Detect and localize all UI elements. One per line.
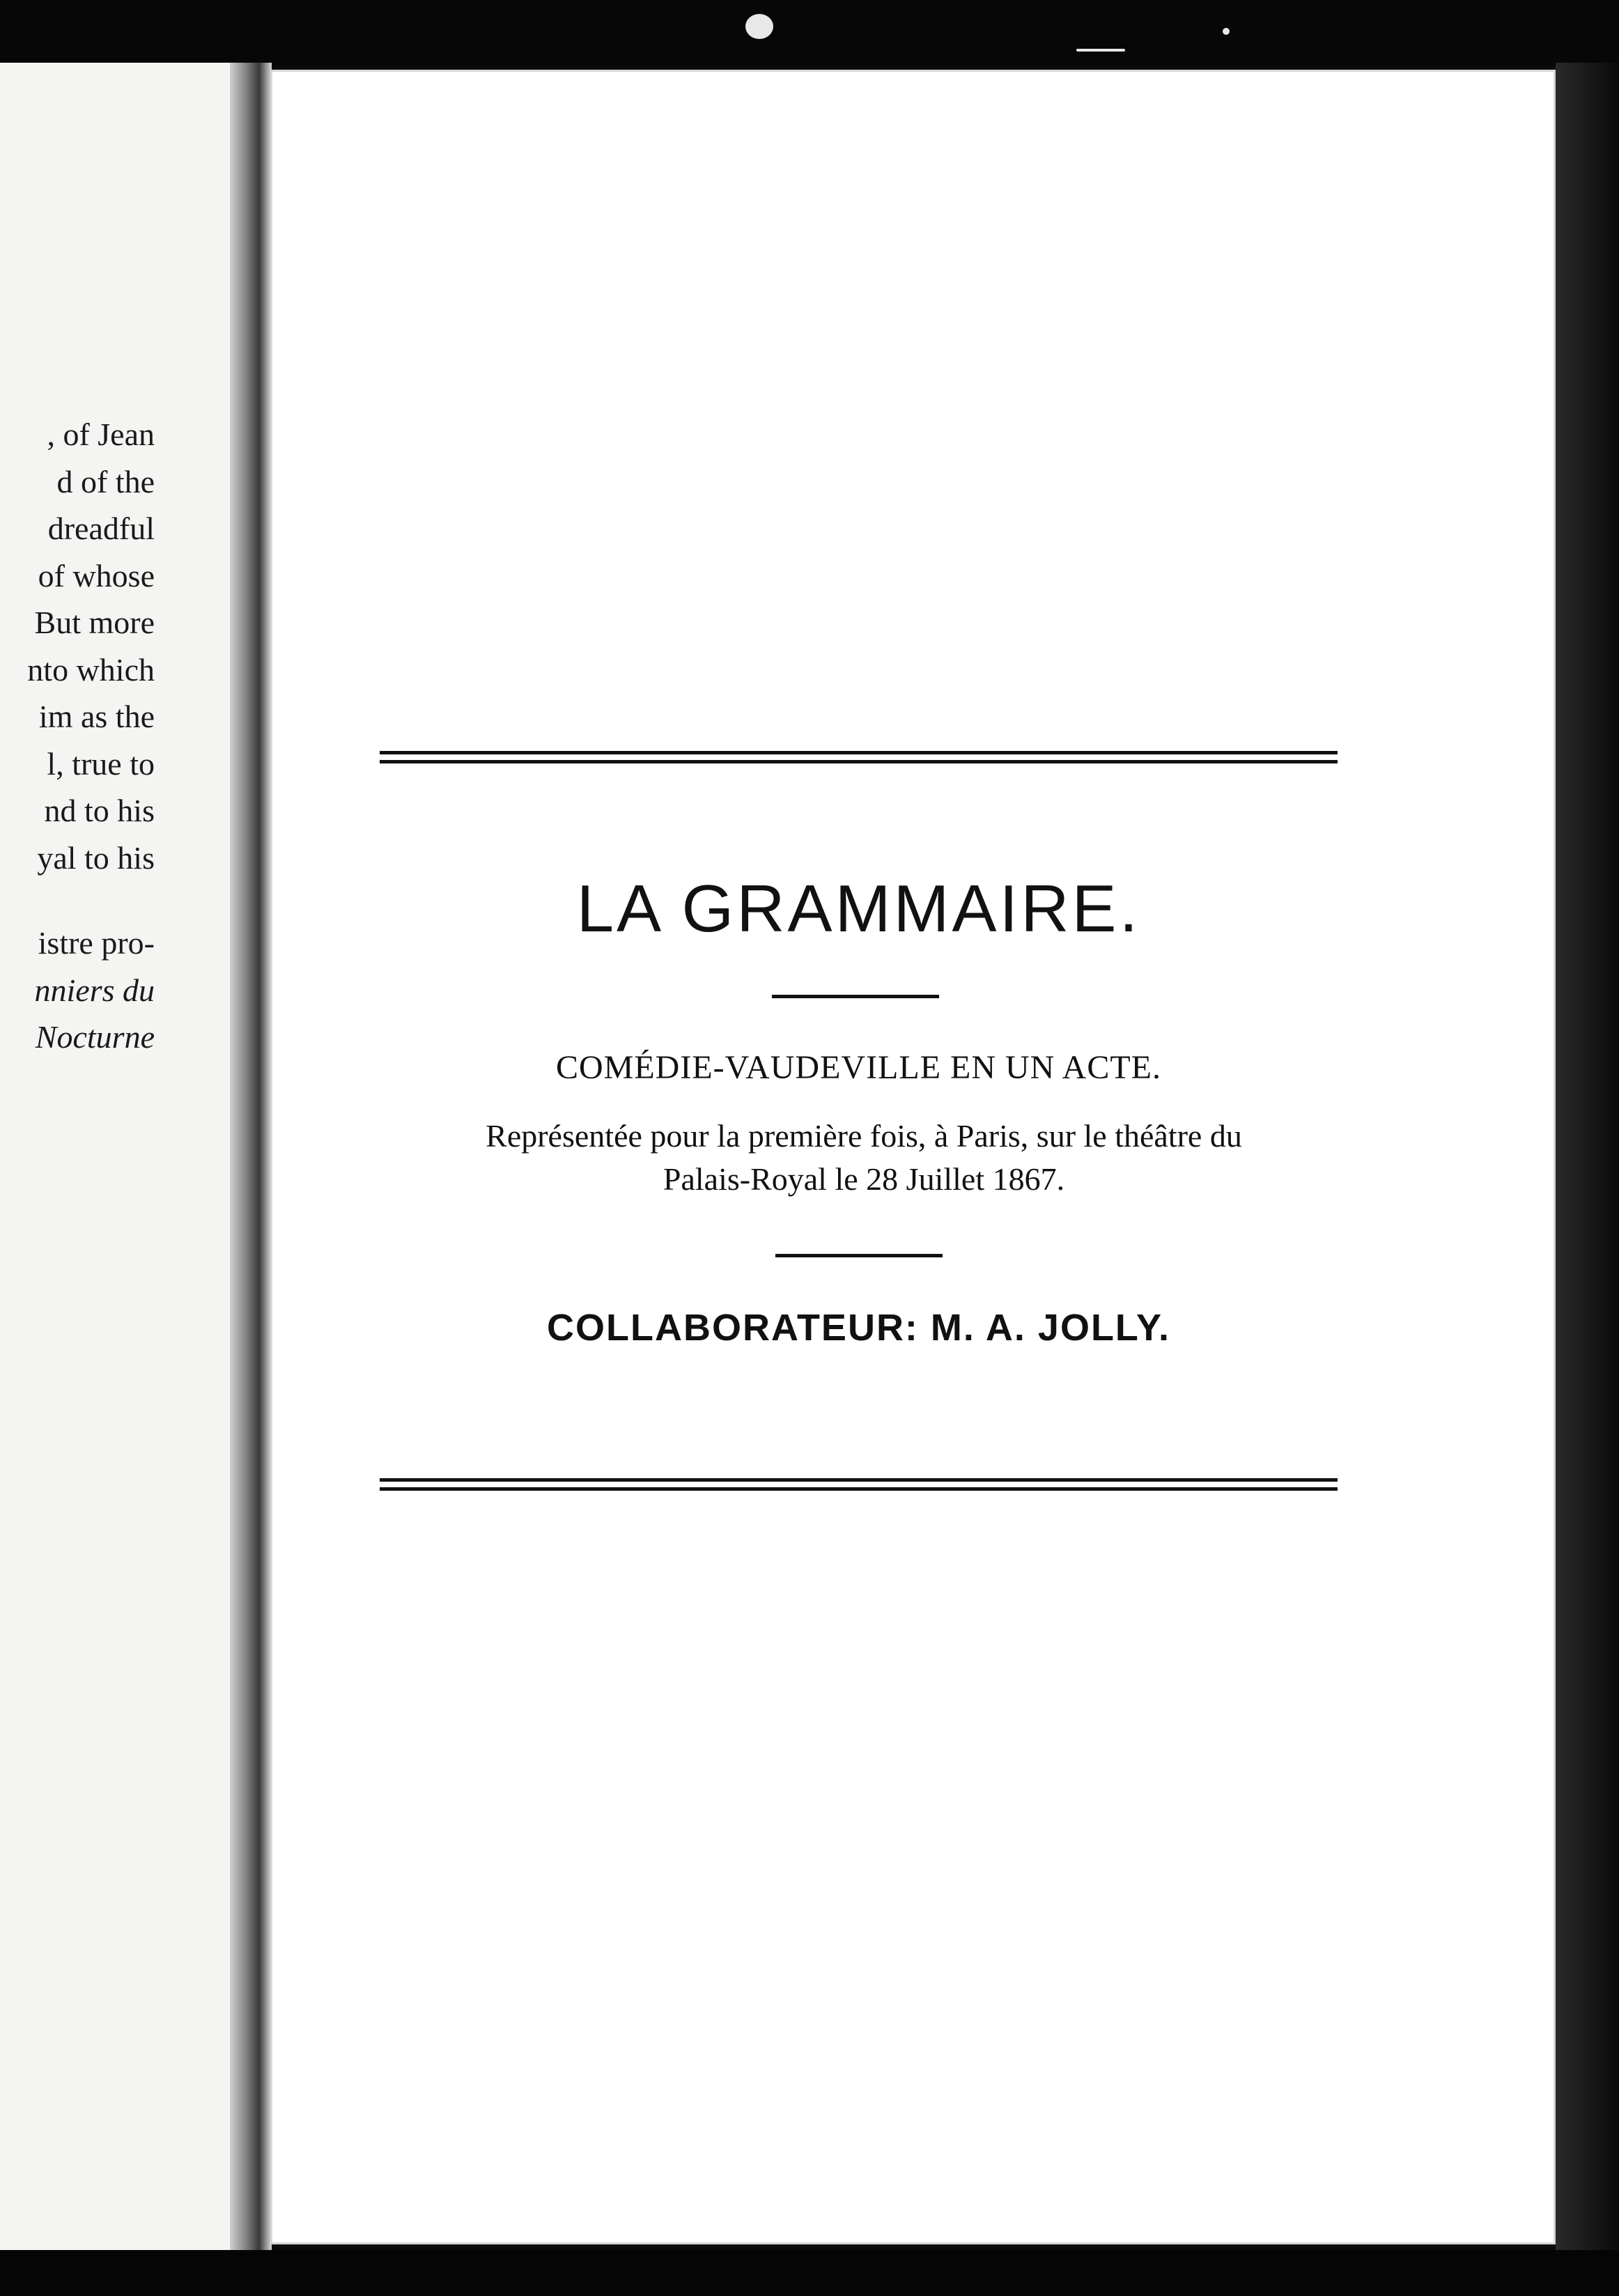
- left-line: im as the: [38, 699, 155, 734]
- dust-speck: [1223, 28, 1230, 35]
- left-page-text: [27, 411, 155, 1061]
- left-line: l, true to: [47, 745, 155, 782]
- book-gutter: [230, 63, 272, 2250]
- left-line: nd to his: [44, 793, 155, 828]
- collaborator-credit: COLLABORATEUR: M. A. JOLLY.: [546, 1307, 1170, 1349]
- right-page-edge: [1556, 63, 1619, 2250]
- dust-speck: [745, 14, 773, 39]
- top-double-rule: [380, 751, 1338, 763]
- performance-line: Palais-Royal le 28 Juillet 1867.: [663, 1161, 1065, 1197]
- left-line: d of the: [56, 463, 155, 499]
- left-line: Nocturne: [35, 1019, 155, 1055]
- left-line: , of Jean: [47, 417, 155, 452]
- subtitle: COMÉDIE-VAUDEVILLE EN UN ACTE.: [555, 1049, 1161, 1086]
- performance-line: Représentée pour la première fois, à Paris, sur le théâtre du: [486, 1118, 1242, 1154]
- left-line: nto which: [27, 651, 155, 688]
- left-line: But more: [34, 605, 155, 640]
- left-line: of whose: [38, 557, 155, 594]
- dust-speck: [1076, 49, 1125, 52]
- scanner-bottom-band: [0, 2250, 1619, 2296]
- performance-note: [369, 1115, 1358, 1201]
- scanner-top-band: [0, 0, 1619, 66]
- collaborator-divider: [775, 1254, 943, 1257]
- page-title: LA GRAMMAIRE.: [576, 871, 1141, 946]
- bottom-double-rule: [380, 1478, 1338, 1491]
- left-line: dreadful: [47, 511, 155, 546]
- left-page: [0, 63, 230, 2250]
- left-line: istre pro-: [38, 925, 155, 961]
- title-divider: [772, 995, 939, 998]
- left-line: yal to his: [37, 839, 155, 876]
- left-line: nniers du: [34, 972, 155, 1008]
